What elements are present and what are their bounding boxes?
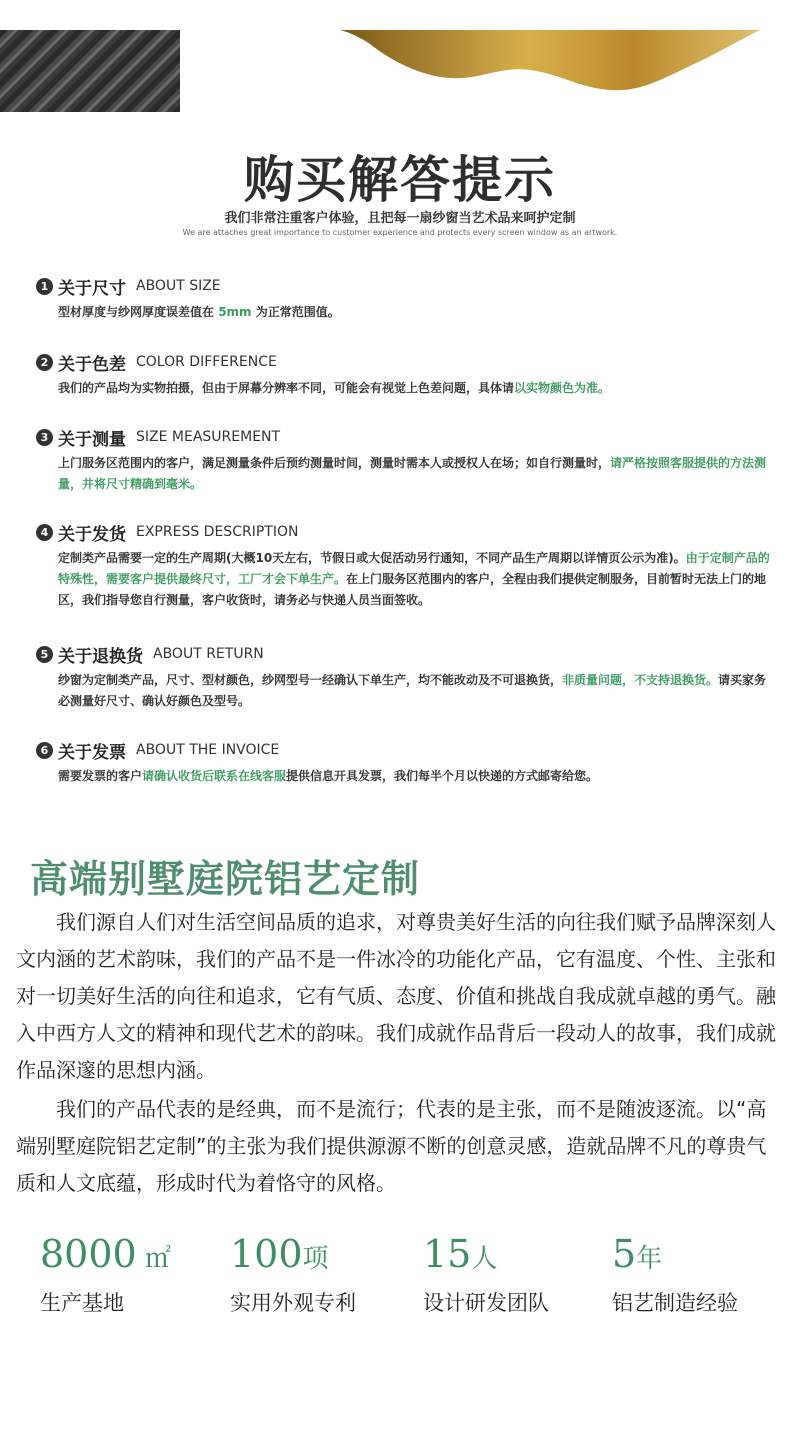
- intro-paragraph-2: 我们的产品代表的是经典，而不是流行；代表的是主张，而不是随波逐流。以“高端别墅庭院铝艺定制”的主张为我们提供源源不断的创意灵感，造就品牌不凡的尊贵气质和人文底蕴，形成时代为着恪守的风格。: [16, 1097, 767, 1195]
- section-title-en: SIZE MEASUREMENT: [136, 429, 281, 445]
- stat-design-team: [423, 1232, 549, 1317]
- stat-label: 实用外观专利: [230, 1291, 356, 1315]
- stat-unit: 项: [302, 1244, 329, 1274]
- section-title-en: ABOUT SIZE: [136, 278, 221, 294]
- text-part: 定制类产品需要一定的生产周期(大概10天左右，节假日或大促活动另行通知，不同产品生产周期以详情页公示为准)。: [58, 551, 686, 565]
- section-body: [58, 302, 776, 323]
- stat-value: [230, 1232, 356, 1281]
- stat-patents: [230, 1232, 356, 1317]
- section-express-description: [36, 520, 776, 611]
- stat-label: 设计研发团队: [423, 1291, 549, 1315]
- section-size-measurement: [36, 425, 776, 495]
- section-title-cn: 关于测量: [58, 429, 126, 450]
- highlight-text: 请确认收货后联系在线客服: [142, 769, 287, 783]
- section-title-cn: 关于尺寸: [58, 278, 126, 299]
- section-body: [58, 766, 776, 787]
- stat-value: [612, 1232, 738, 1281]
- stat-unit: ㎡: [136, 1244, 171, 1274]
- highlight-text: 非质量问题，不支持退换货。: [562, 673, 719, 687]
- subtitle-cn: 我们非常注重客户体验，且把每一扇纱窗当艺术品来呵护定制: [224, 211, 576, 226]
- section-title-cn: 关于退换货: [58, 646, 143, 667]
- stat-number: 100: [230, 1232, 303, 1276]
- section-body: [58, 670, 776, 712]
- text-part: 纱窗为定制类产品，尺寸、型材颜色，纱网型号一经确认下单生产，均不能改动及不可退换货，: [58, 673, 563, 687]
- stat-number: 5: [612, 1232, 637, 1276]
- number-badge: 1: [36, 278, 53, 295]
- section-body: [58, 453, 776, 495]
- stat-label: 生产基地: [40, 1291, 124, 1315]
- stat-unit: 年: [636, 1244, 663, 1274]
- page-title: 购买解答提示: [244, 151, 556, 209]
- section-body: [58, 378, 776, 399]
- stat-value: [423, 1232, 549, 1281]
- section-title-cn: 关于发票: [58, 742, 126, 763]
- intro-paragraph-1: 我们源自人们对生活空间品质的追求，对尊贵美好生活的向往我们赋予品牌深刻人文内涵的艺术韵味，我们的产品不是一件冰冷的功能化产品，它有温度、个性、主张和对一切美好生活的向往和追求，它有气质、态度、价值和挑战自我成就卓越的勇气。融入中西方人文的精神和现代艺术的韵味。我们成就作品背后一段动人的故事，我们成就作品深邃的思想内涵。: [16, 910, 776, 1082]
- highlight-text: 由于定制产品的特殊性，需要客户提供最终尺寸，工厂才会下单生产。: [58, 551, 770, 586]
- highlight-text: 以实物颜色为准。: [514, 381, 611, 395]
- wood-texture-image: [0, 30, 180, 112]
- stat-production-base: [40, 1232, 171, 1317]
- number-badge: 3: [36, 429, 53, 446]
- section-about-size: [36, 274, 776, 323]
- intro-title: 高端别墅庭院铝艺定制: [30, 857, 421, 901]
- stat-number: 15: [423, 1232, 472, 1276]
- text-part: 为正常范围值。: [251, 305, 340, 319]
- stat-label: 铝艺制造经验: [612, 1291, 738, 1315]
- section-title-cn: 关于色差: [58, 354, 126, 375]
- section-title-cn: 关于发货: [58, 524, 126, 545]
- text-part: 请买家务必测量好尺寸、确认好颜色及型号。: [58, 673, 767, 708]
- stat-experience: [612, 1232, 738, 1317]
- text-part: 型材厚度与纱网厚度误差值在: [58, 305, 219, 319]
- section-title-en: ABOUT RETURN: [153, 646, 264, 662]
- number-badge: 4: [36, 524, 53, 541]
- number-badge: 6: [36, 742, 53, 759]
- text-part: 我们的产品均为实物拍摄，但由于屏幕分辨率不同，可能会有视觉上色差问题，具体请: [58, 381, 515, 395]
- number-badge: 2: [36, 354, 53, 371]
- section-title-en: EXPRESS DESCRIPTION: [136, 524, 299, 540]
- section-title-en: ABOUT THE INVOICE: [136, 742, 280, 758]
- section-about-invoice: [36, 738, 776, 787]
- text-part: 上门服务区范围内的客户，满足测量条件后预约测量时间，测量时需本人或授权人在场；如自行测量时，: [58, 456, 611, 470]
- text-part: 需要发票的客户: [58, 769, 143, 783]
- section-title-en: COLOR DIFFERENCE: [136, 354, 277, 370]
- stat-number: 8000: [40, 1232, 137, 1276]
- text-part: 提供信息开具发票，我们每半个月以快递的方式邮寄给您。: [286, 769, 599, 783]
- section-color-difference: [36, 350, 776, 399]
- highlight-text: 请严格按照客服提供的方法测量，并将尺寸精确到毫米。: [58, 456, 767, 491]
- stat-unit: 人: [471, 1244, 498, 1274]
- stat-value: [40, 1232, 171, 1281]
- number-badge: 5: [36, 646, 53, 663]
- section-body: [58, 548, 776, 611]
- highlight-text: 5mm: [218, 305, 252, 319]
- section-about-return: [36, 642, 776, 712]
- text-part: 在上门服务区范围内的客户，全程由我们提供定制服务，目前暂时无法上门的地区，我们指导您自行测量，客户收货时，请务必与快递人员当面签收。: [58, 572, 767, 607]
- gold-wave-decoration: [340, 30, 760, 96]
- subtitle-en: We are attaches great importance to customer experience and protects every screen window as an artwork.: [182, 228, 618, 237]
